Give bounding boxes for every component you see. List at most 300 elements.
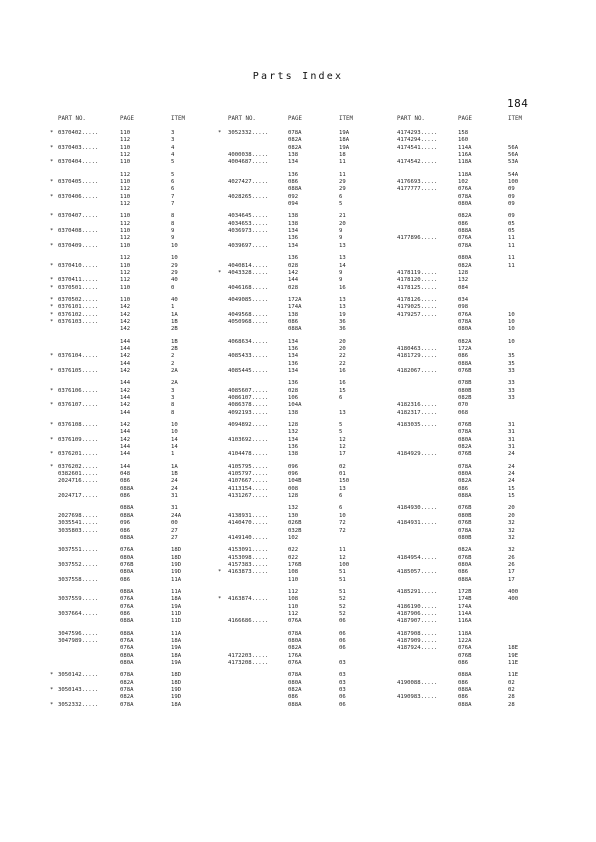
index-row bbox=[50, 353, 210, 360]
page-ref: 086 bbox=[120, 527, 131, 534]
item-number: 35 bbox=[508, 353, 515, 360]
item-number: 19A bbox=[171, 603, 182, 610]
index-row bbox=[218, 464, 378, 471]
page-ref: 142 bbox=[120, 422, 131, 429]
index-row bbox=[388, 505, 538, 512]
item-number: 19A bbox=[339, 130, 350, 136]
page-ref: 076B bbox=[458, 505, 472, 512]
index-row bbox=[50, 535, 210, 542]
page-ref: 078A bbox=[120, 701, 134, 708]
index-row bbox=[218, 422, 378, 429]
page-ref: 076B bbox=[458, 422, 472, 429]
index-row bbox=[388, 277, 538, 284]
page-ref: 076A bbox=[288, 618, 302, 625]
new-part-marker: * bbox=[50, 367, 54, 374]
part-number: 4182316..... bbox=[397, 402, 438, 409]
item-number: 15 bbox=[508, 485, 515, 492]
page-ref: 158 bbox=[458, 130, 469, 136]
item-number: 5 bbox=[339, 429, 343, 436]
part-number: 3052332..... bbox=[58, 701, 99, 708]
item-number: 11E bbox=[508, 660, 519, 666]
item-number: 17 bbox=[508, 569, 515, 576]
page-ref: 080A bbox=[288, 679, 302, 686]
index-row bbox=[50, 464, 210, 471]
index-row bbox=[388, 130, 538, 137]
item-number: 20 bbox=[339, 345, 346, 352]
index-row bbox=[218, 304, 378, 311]
page-ref: 134 bbox=[288, 228, 299, 235]
index-row bbox=[50, 471, 210, 478]
part-number: 4183035..... bbox=[397, 422, 438, 429]
new-part-marker: * bbox=[218, 130, 222, 136]
page-ref: 088A bbox=[288, 186, 302, 193]
index-row bbox=[218, 486, 378, 493]
item-number: 31 bbox=[508, 429, 515, 436]
item-number: 2 bbox=[171, 353, 175, 360]
page-ref: 144 bbox=[120, 395, 131, 401]
index-row bbox=[218, 687, 378, 694]
index-row bbox=[388, 395, 538, 402]
page-ref: 048 bbox=[120, 471, 131, 478]
item-number: 100 bbox=[339, 561, 350, 568]
item-number: 10 bbox=[171, 242, 178, 249]
index-row bbox=[388, 596, 538, 603]
item-number: 10 bbox=[508, 326, 515, 333]
page-ref: 110 bbox=[120, 228, 131, 235]
part-number: 4163874..... bbox=[228, 596, 269, 603]
page-ref: 102 bbox=[458, 179, 469, 186]
part-number: 4187909..... bbox=[397, 637, 438, 644]
item-number: 18 bbox=[339, 152, 346, 159]
index-row bbox=[388, 535, 538, 542]
page-ref: 142 bbox=[120, 326, 131, 333]
item-number: 03 bbox=[339, 687, 346, 694]
page-ref: 136 bbox=[288, 444, 299, 451]
index-row bbox=[218, 618, 378, 625]
part-number: 4105797..... bbox=[228, 471, 269, 478]
page-ref: 028 bbox=[288, 284, 299, 291]
page-ref: 110 bbox=[120, 262, 131, 269]
index-row bbox=[50, 562, 210, 569]
index-row bbox=[218, 380, 378, 387]
index-row bbox=[50, 444, 210, 451]
page-ref: 134 bbox=[288, 242, 299, 249]
item-number: 06 bbox=[339, 618, 346, 625]
page-ref: 086 bbox=[288, 318, 299, 325]
page-ref: 174A bbox=[288, 304, 302, 311]
page-ref: 134 bbox=[288, 367, 299, 374]
part-number: 4187908..... bbox=[397, 630, 438, 637]
item-number: 2B bbox=[171, 345, 178, 352]
part-number: 4176693..... bbox=[397, 179, 438, 186]
page-ref: 118A bbox=[458, 171, 472, 178]
item-number: 19A bbox=[171, 660, 182, 666]
item-number: 7 bbox=[171, 201, 175, 208]
page-ref: 172B bbox=[458, 588, 472, 595]
item-number: 24 bbox=[171, 485, 178, 492]
page-ref: 076A bbox=[458, 311, 472, 318]
page-ref: 076A bbox=[120, 645, 134, 652]
header-part-no: PART NO. bbox=[228, 116, 256, 122]
index-row bbox=[50, 604, 210, 611]
item-number: 26 bbox=[508, 554, 515, 561]
item-number: 51 bbox=[339, 576, 346, 583]
part-number: 4004687..... bbox=[228, 159, 269, 166]
item-number: 6 bbox=[171, 179, 175, 186]
index-row bbox=[388, 172, 538, 179]
index-row bbox=[50, 631, 210, 638]
index-row bbox=[218, 604, 378, 611]
item-number: 18A bbox=[171, 596, 182, 603]
item-number: 24 bbox=[508, 471, 515, 478]
item-number: 2B bbox=[171, 326, 178, 333]
index-row bbox=[218, 221, 378, 228]
part-number: 4184929..... bbox=[397, 451, 438, 458]
page-ref: 110 bbox=[120, 296, 131, 303]
page-ref: 136 bbox=[288, 235, 299, 242]
item-number: 31 bbox=[508, 436, 515, 443]
item-number: 40 bbox=[171, 277, 178, 284]
item-number: 27 bbox=[171, 534, 178, 541]
part-number: 3037664..... bbox=[58, 610, 99, 617]
new-part-marker: * bbox=[50, 311, 54, 318]
index-row bbox=[218, 270, 378, 277]
page-ref: 138 bbox=[288, 213, 299, 220]
item-number: 11 bbox=[339, 171, 346, 178]
item-number: 11A bbox=[171, 630, 182, 637]
index-row bbox=[388, 555, 538, 562]
item-number: 10 bbox=[171, 429, 178, 436]
new-part-marker: * bbox=[218, 269, 222, 276]
index-row bbox=[50, 569, 210, 576]
item-number: 2 bbox=[171, 360, 175, 367]
item-number: 16 bbox=[339, 284, 346, 291]
item-number: 18D bbox=[171, 547, 182, 554]
page-ref: 144 bbox=[120, 444, 131, 451]
item-number: 33 bbox=[508, 395, 515, 401]
part-number: 4166686..... bbox=[228, 618, 269, 625]
page-ref: 138 bbox=[288, 220, 299, 227]
item-number: 11D bbox=[171, 618, 182, 625]
item-number: 21 bbox=[339, 213, 346, 220]
item-number: 28 bbox=[508, 701, 515, 708]
item-number: 20 bbox=[339, 220, 346, 227]
item-number: 100 bbox=[508, 179, 519, 186]
page-ref: 102 bbox=[288, 534, 299, 541]
page-ref: 112 bbox=[120, 201, 131, 208]
index-row bbox=[388, 152, 538, 159]
item-number: 17 bbox=[508, 576, 515, 583]
item-number: 9 bbox=[171, 228, 175, 235]
part-number: 4034645..... bbox=[228, 213, 269, 220]
item-number: 17 bbox=[339, 451, 346, 458]
page-ref: 078A bbox=[120, 672, 134, 679]
item-number: 02 bbox=[339, 463, 346, 470]
page-ref: 104A bbox=[288, 402, 302, 409]
part-number: 0376103..... bbox=[58, 318, 99, 325]
index-row bbox=[50, 228, 210, 235]
item-number: 14 bbox=[339, 262, 346, 269]
index-row bbox=[50, 137, 210, 144]
index-row bbox=[388, 201, 538, 208]
item-number: 11E bbox=[508, 672, 519, 679]
part-number: 4036973..... bbox=[228, 228, 269, 235]
page-ref: 082A bbox=[120, 679, 134, 686]
index-row bbox=[50, 618, 210, 625]
item-number: 28 bbox=[508, 694, 515, 701]
item-number: 18D bbox=[171, 672, 182, 679]
page-ref: 088A bbox=[120, 505, 134, 512]
index-row bbox=[218, 505, 378, 512]
item-number: 32 bbox=[508, 547, 515, 554]
page-ref: 076A bbox=[120, 596, 134, 603]
item-number: 33 bbox=[508, 367, 515, 374]
header-item: ITEM bbox=[508, 116, 522, 122]
part-number: 4184930..... bbox=[397, 505, 438, 512]
page-ref: 076B bbox=[458, 520, 472, 527]
page-ref: 082A bbox=[458, 444, 472, 451]
page-ref: 076B bbox=[458, 554, 472, 561]
page-ref: 132 bbox=[288, 505, 299, 512]
page-ref: 108 bbox=[288, 596, 299, 603]
part-number: 4178120..... bbox=[397, 277, 438, 284]
item-number: 18A bbox=[171, 637, 182, 644]
item-number: 10 bbox=[508, 318, 515, 325]
page-ref: 026B bbox=[288, 520, 302, 527]
item-number: 4 bbox=[171, 152, 175, 159]
part-number: 4178119..... bbox=[397, 269, 438, 276]
page-ref: 142 bbox=[120, 436, 131, 443]
page-ref: 088A bbox=[458, 360, 472, 367]
item-number: 14 bbox=[171, 436, 178, 443]
item-number: 31 bbox=[171, 505, 178, 512]
new-part-marker: * bbox=[50, 451, 54, 458]
index-row bbox=[50, 304, 210, 311]
page-ref: 080A bbox=[120, 569, 134, 576]
page-ref: 144 bbox=[120, 409, 131, 416]
page-ref: 174A bbox=[458, 603, 472, 610]
index-row bbox=[388, 270, 538, 277]
item-number: 5 bbox=[339, 201, 343, 208]
new-part-marker: * bbox=[50, 193, 54, 200]
index-row bbox=[388, 243, 538, 250]
index-row bbox=[218, 702, 378, 709]
page-ref: 082A bbox=[458, 262, 472, 269]
item-number: 1B bbox=[171, 471, 178, 478]
new-part-marker: * bbox=[50, 213, 54, 220]
part-number: 4174293..... bbox=[397, 130, 438, 136]
index-row bbox=[388, 680, 538, 687]
index-row bbox=[388, 402, 538, 409]
page-ref: 110 bbox=[120, 193, 131, 200]
page-ref: 112 bbox=[120, 235, 131, 242]
index-row bbox=[50, 339, 210, 346]
header-part-no: PART NO. bbox=[58, 116, 86, 122]
page-ref: 082A bbox=[288, 137, 302, 144]
part-number: 4187924..... bbox=[397, 645, 438, 652]
part-number: 4172203..... bbox=[228, 652, 269, 659]
index-row bbox=[50, 179, 210, 186]
index-row bbox=[388, 513, 538, 520]
item-number: 13 bbox=[339, 255, 346, 262]
page-ref: 080A bbox=[458, 201, 472, 208]
page-ref: 118A bbox=[458, 159, 472, 166]
index-row bbox=[388, 255, 538, 262]
item-number: 06 bbox=[339, 701, 346, 708]
page-ref: 112 bbox=[288, 610, 299, 617]
part-number: 0376107..... bbox=[58, 402, 99, 409]
index-row bbox=[388, 319, 538, 326]
item-number: 11 bbox=[508, 255, 515, 262]
index-row bbox=[50, 368, 210, 375]
header-item: ITEM bbox=[339, 116, 353, 122]
index-row bbox=[50, 547, 210, 554]
page-ref: 142 bbox=[120, 311, 131, 318]
item-number: 14 bbox=[171, 444, 178, 451]
page-ref: 022 bbox=[288, 547, 299, 554]
part-number: 4105795..... bbox=[228, 463, 269, 470]
page-ref: 096 bbox=[288, 463, 299, 470]
page-ref: 086 bbox=[458, 569, 469, 576]
item-number: 6 bbox=[339, 493, 343, 500]
new-part-marker: * bbox=[50, 284, 54, 291]
part-number: 4179025..... bbox=[397, 304, 438, 311]
item-number: 01 bbox=[339, 471, 346, 478]
item-number: 09 bbox=[508, 186, 515, 193]
index-column-2 bbox=[218, 116, 378, 709]
index-row bbox=[218, 444, 378, 451]
index-row bbox=[218, 638, 378, 645]
index-row bbox=[218, 319, 378, 326]
index-row bbox=[218, 361, 378, 368]
index-row bbox=[218, 672, 378, 679]
part-number: 4177896..... bbox=[397, 235, 438, 242]
item-number: 19D bbox=[171, 569, 182, 576]
part-number: 3052332..... bbox=[228, 130, 269, 136]
index-row bbox=[388, 137, 538, 144]
page-ref: 144 bbox=[120, 451, 131, 458]
item-number: 56A bbox=[508, 152, 519, 159]
new-part-marker: * bbox=[50, 144, 54, 151]
page-ref: 112 bbox=[288, 588, 299, 595]
page-ref: 144 bbox=[288, 277, 299, 284]
index-row bbox=[388, 451, 538, 458]
page-ref: 088A bbox=[120, 618, 134, 625]
page-ref: 086 bbox=[120, 576, 131, 583]
index-column-3 bbox=[388, 116, 538, 709]
index-row bbox=[218, 159, 378, 166]
index-row bbox=[218, 478, 378, 485]
index-row bbox=[388, 361, 538, 368]
part-number: 3050142..... bbox=[58, 672, 99, 679]
item-number: 56A bbox=[508, 144, 519, 151]
index-row bbox=[50, 285, 210, 292]
index-row bbox=[50, 596, 210, 603]
part-number: 3037558..... bbox=[58, 576, 99, 583]
part-number: 2024717..... bbox=[58, 493, 99, 500]
page-ref: 112 bbox=[120, 277, 131, 284]
part-number: 4049085..... bbox=[228, 296, 269, 303]
page-ref: 142 bbox=[120, 353, 131, 360]
item-number: 13 bbox=[339, 409, 346, 416]
index-row bbox=[50, 653, 210, 660]
index-row bbox=[388, 304, 538, 311]
page-ref: 134 bbox=[288, 338, 299, 345]
page-ref: 092 bbox=[288, 193, 299, 200]
index-row bbox=[218, 395, 378, 402]
item-number: 1A bbox=[171, 311, 178, 318]
index-row bbox=[388, 179, 538, 186]
index-row bbox=[50, 159, 210, 166]
index-row bbox=[50, 172, 210, 179]
index-row bbox=[218, 653, 378, 660]
page-ref: 132 bbox=[458, 277, 469, 284]
new-part-marker: * bbox=[50, 687, 54, 694]
page-ref: 142 bbox=[288, 269, 299, 276]
index-row bbox=[218, 312, 378, 319]
page-ref: 076B bbox=[120, 561, 134, 568]
item-number: 03 bbox=[339, 660, 346, 666]
item-number: 11D bbox=[171, 610, 182, 617]
index-row bbox=[218, 402, 378, 409]
new-part-marker: * bbox=[50, 463, 54, 470]
item-number: 12 bbox=[339, 436, 346, 443]
page-ref: 096 bbox=[120, 520, 131, 527]
index-row bbox=[218, 353, 378, 360]
page-ref: 082A bbox=[458, 338, 472, 345]
item-number: 22 bbox=[339, 353, 346, 360]
part-number: 4177777..... bbox=[397, 186, 438, 193]
page-ref: 136 bbox=[288, 255, 299, 262]
header-part-no: PART NO. bbox=[397, 116, 425, 122]
item-number: 10 bbox=[508, 311, 515, 318]
item-number: 9 bbox=[339, 228, 343, 235]
page-ref: 110 bbox=[120, 159, 131, 166]
item-number: 18A bbox=[339, 137, 350, 144]
index-row bbox=[218, 410, 378, 417]
item-number: 19A bbox=[339, 144, 350, 151]
page-ref: 088A bbox=[458, 687, 472, 694]
part-number: 0376202..... bbox=[58, 463, 99, 470]
item-number: 2A bbox=[171, 380, 178, 387]
part-number: 4104478..... bbox=[228, 451, 269, 458]
item-number: 18D bbox=[171, 554, 182, 561]
index-row bbox=[388, 353, 538, 360]
index-row bbox=[388, 388, 538, 395]
index-row bbox=[388, 611, 538, 618]
index-row bbox=[218, 437, 378, 444]
item-number: 02 bbox=[508, 679, 515, 686]
item-number: 8 bbox=[171, 213, 175, 220]
index-row bbox=[50, 410, 210, 417]
page-ref: 086 bbox=[288, 179, 299, 186]
item-number: 22 bbox=[339, 360, 346, 367]
item-number: 51 bbox=[339, 569, 346, 576]
item-number: 06 bbox=[339, 694, 346, 701]
page-ref: 082A bbox=[458, 478, 472, 485]
item-number: 1A bbox=[171, 463, 178, 470]
index-row bbox=[50, 235, 210, 242]
index-row bbox=[218, 263, 378, 270]
item-number: 5 bbox=[339, 422, 343, 429]
index-row bbox=[388, 618, 538, 625]
index-row bbox=[388, 645, 538, 652]
part-number: 4190983..... bbox=[397, 694, 438, 701]
part-number: 4153091..... bbox=[228, 547, 269, 554]
item-number: 10 bbox=[339, 512, 346, 519]
part-number: 4085445..... bbox=[228, 367, 269, 374]
part-number: 0370409..... bbox=[58, 242, 99, 249]
